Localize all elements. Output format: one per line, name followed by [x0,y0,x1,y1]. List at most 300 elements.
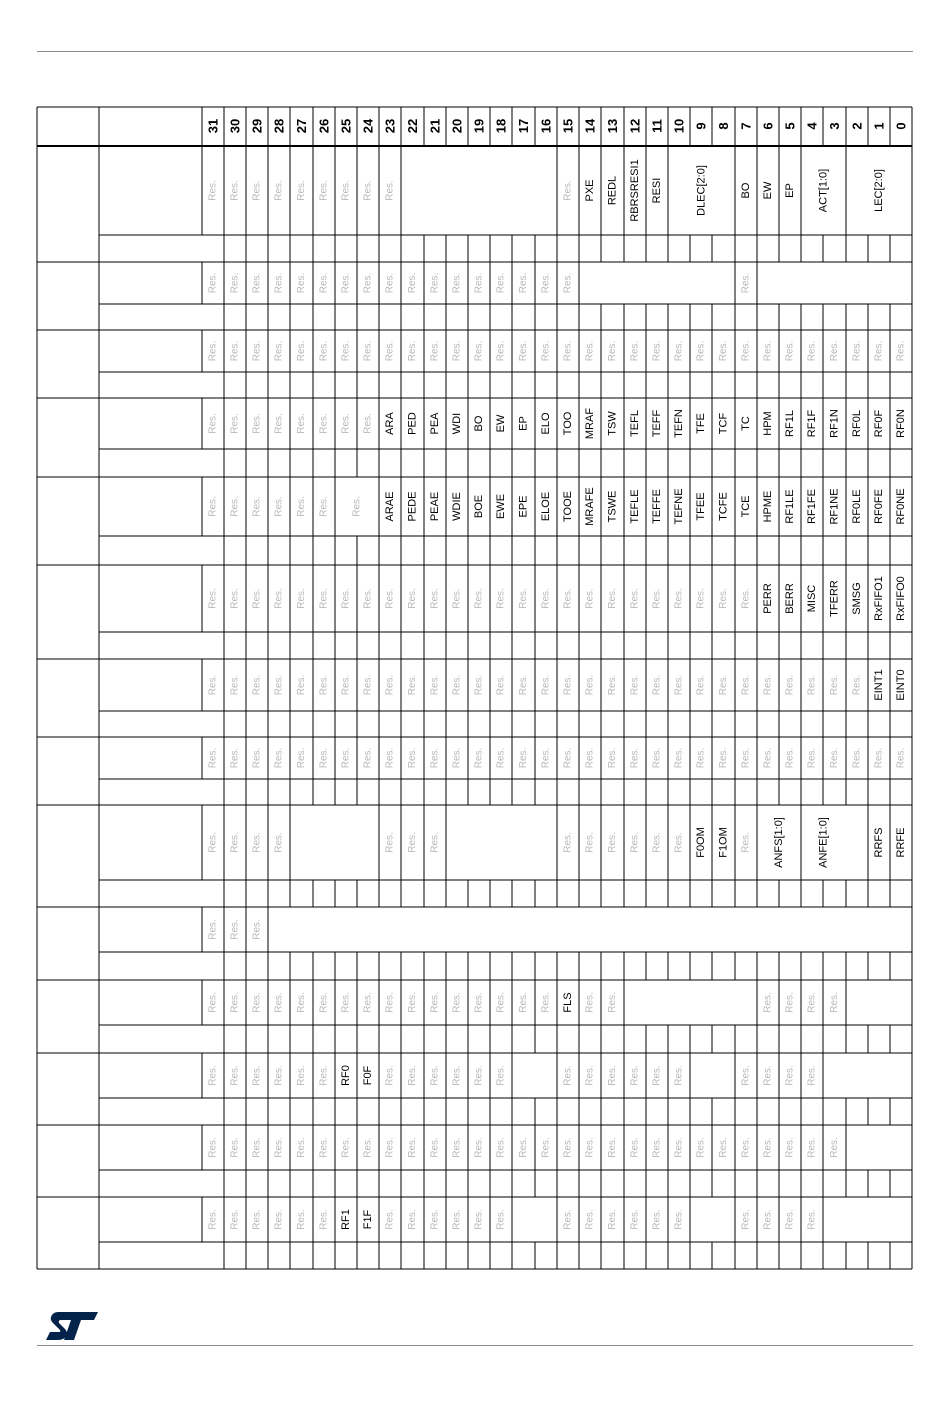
reserved-bit-label: Res. [273,496,285,517]
reserved-bit-label: Res. [296,747,307,769]
reserved-bit-label: Res. [207,1065,219,1086]
reserved-bit-label: Res. [562,340,574,362]
reserved-bit-label: Res. [451,747,463,769]
reserved-bit-label: Res. [318,674,330,696]
reserved-bit-label: Res. [251,747,263,769]
reserved-bit-label: Res. [540,747,552,769]
reserved-bit-label: Res. [318,1137,330,1158]
reserved-bit-label: Res. [673,1065,685,1086]
bit-number-label: 8 [716,122,731,130]
field-label: PED [406,412,419,435]
st-logo-icon [44,1310,100,1342]
field-label: RxFIFO0 [895,576,907,621]
reserved-bit-label: Res. [629,340,641,362]
field-label: HPME [762,490,774,523]
reserved-bit-label: Res. [740,674,752,696]
reserved-bit-label: Res. [673,747,685,769]
reserved-bit-label: Res. [473,588,485,609]
reserved-bit-label: Res. [651,1209,663,1230]
bit-number-label: 19 [471,118,487,134]
reserved-bit-label: Res. [562,1065,574,1086]
reserved-bit-label: Res. [495,992,507,1013]
reserved-bit-label: Res. [473,340,485,362]
reserved-bit-label: Res. [651,588,663,609]
reserved-bit-label: Res. [407,1209,418,1230]
reserved-bit-label: Res. [473,1209,485,1230]
reserved-bit-label: Res. [584,340,596,362]
reserved-bit-label: Res. [873,747,885,769]
reserved-bit-label: Res. [518,674,529,696]
reserved-bit-label: Res. [207,747,219,769]
reserved-bit-label: Res. [806,747,818,769]
reserved-bit-label: Res. [740,1137,752,1158]
reserved-bit-label: Res. [829,340,840,362]
field-label: SMSG [851,582,863,615]
reserved-bit-label: Res. [229,1065,241,1086]
reserved-bit-label: Res. [473,992,485,1013]
bit-number-label: 24 [360,118,376,134]
reserved-bit-label: Res. [584,832,596,853]
field-label: F0F [362,1065,374,1086]
reserved-bit-label: Res. [540,272,552,294]
reserved-bit-label: Res. [362,272,374,294]
reserved-bit-label: Res. [229,992,241,1013]
reserved-bit-label: Res. [584,674,596,696]
bit-number-label: 26 [316,118,332,134]
reserved-bit-label: Res. [473,272,485,294]
reserved-bit-label: Res. [806,992,818,1013]
reserved-bit-label: Res. [695,588,707,609]
reserved-bit-label: Res. [362,340,374,362]
reserved-bit-label: Res. [784,992,796,1013]
bit-number-label: 25 [338,118,354,134]
bit-number-label: 11 [649,119,665,133]
reserved-bit-label: Res. [718,588,729,609]
reserved-bit-label: Res. [407,1137,418,1158]
reserved-bit-label: Res. [562,588,574,609]
bit-number-label: 18 [493,118,509,134]
reserved-bit-label: Res. [784,1065,796,1086]
reserved-bit-label: Res. [784,1209,796,1230]
reserved-bit-label: Res. [384,674,396,696]
bit-number-label: 20 [449,118,465,134]
field-label: TCFE [717,492,730,521]
reserved-bit-label: Res. [540,588,552,609]
reserved-bit-label: Res. [296,674,307,696]
reserved-bit-label: Res. [584,747,596,769]
reserved-bit-label: Res. [607,992,618,1013]
reserved-bit-label: Res. [673,340,685,362]
bit-number-label: 21 [427,118,443,134]
reserved-bit-label: Res. [607,832,618,853]
reserved-bit-label: Res. [429,340,441,362]
reserved-bit-label: Res. [740,747,752,769]
reserved-bit-label: Res. [229,496,241,517]
field-label: EWE [495,493,507,520]
reserved-bit-label: Res. [318,413,330,434]
reserved-bit-label: Res. [340,674,352,696]
reserved-bit-label: Res. [584,588,596,609]
reserved-bit-label: Res. [829,992,840,1013]
reserved-bit-label: Res. [607,747,618,769]
reserved-bit-label: Res. [251,496,263,517]
bit-number-label: 23 [382,118,398,134]
reserved-bit-label: Res. [673,588,685,609]
field-label: RF0LE [851,489,863,524]
reserved-bit-label: Res. [251,832,263,853]
reserved-bit-label: Res. [273,1209,285,1230]
reserved-bit-label: Res. [273,674,285,696]
field-label: TC [740,416,752,431]
field-label: EPE [517,495,530,518]
field-label: RF0FE [873,489,885,524]
field-label: WDI [451,412,463,435]
field-label: TCE [740,495,752,518]
reserved-bit-label: Res. [695,674,707,696]
field-label: TEFNE [673,488,685,525]
reserved-bit-label: Res. [851,747,863,769]
reserved-bit-label: Res. [229,1209,241,1230]
reserved-bit-label: Res. [806,1137,818,1158]
reserved-bit-label: Res. [384,588,396,609]
reserved-bit-label: Res. [695,747,707,769]
field-label: ANFE[1:0] [817,817,830,868]
reserved-bit-label: Res. [251,1065,263,1086]
reserved-bit-label: Res. [340,588,352,609]
reserved-bit-label: Res. [451,272,463,294]
reserved-bit-label: Res. [562,272,574,294]
reserved-bit-label: Res. [518,340,529,362]
reserved-bit-label: Res. [229,340,241,362]
reserved-bit-label: Res. [207,919,219,940]
field-label: TEFN [673,409,685,438]
reserved-bit-label: Res. [806,340,818,362]
reserved-bit-label: Res. [607,674,618,696]
reserved-bit-label: Res. [629,1137,641,1158]
field-label: RF0N [895,409,907,438]
reserved-bit-label: Res. [473,747,485,769]
reserved-bit-label: Res. [207,832,219,853]
field-label: DLEC[2:0] [695,165,708,216]
field-label: REDL [606,175,619,206]
reserved-bit-label: Res. [407,272,418,294]
reserved-bit-label: Res. [718,1137,729,1158]
reserved-bit-label: Res. [229,272,241,294]
reserved-bit-label: Res. [273,832,285,853]
reserved-bit-label: Res. [296,1065,307,1086]
field-label: RF1 [340,1209,352,1230]
reserved-bit-label: Res. [273,747,285,769]
reserved-bit-label: Res. [251,919,263,940]
field-label: RESI [651,177,663,204]
field-label: RF0 [340,1065,352,1086]
field-label: RF1L [784,410,796,437]
reserved-bit-label: Res. [740,1209,752,1230]
reserved-bit-label: Res. [740,588,752,609]
reserved-bit-label: Res. [362,747,374,769]
reserved-bit-label: Res. [607,1209,618,1230]
reserved-bit-label: Res. [629,1209,641,1230]
field-label: EW [762,181,774,200]
reserved-bit-label: Res. [584,1065,596,1086]
reserved-bit-label: Res. [318,272,330,294]
reserved-bit-label: Res. [407,340,418,362]
field-label: ELOE [540,491,552,522]
bit-number-label: 10 [671,118,687,134]
bit-number-label: 7 [738,122,754,130]
reserved-bit-label: Res. [384,340,396,362]
reserved-bit-label: Res. [407,832,418,853]
field-label: RF1N [828,409,841,438]
reserved-bit-label: Res. [607,588,618,609]
bit-number-label: 4 [804,122,820,130]
reserved-bit-label: Res. [273,588,285,609]
reserved-bit-label: Res. [384,832,396,853]
bit-number-label: 3 [827,122,842,130]
reserved-bit-label: Res. [251,272,263,294]
reserved-bit-label: Res. [207,674,219,696]
field-label: BO [473,415,485,432]
reserved-bit-label: Res. [407,1065,418,1086]
field-label: F0OM [695,827,707,858]
reserved-bit-label: Res. [351,496,363,517]
reserved-bit-label: Res. [784,1137,796,1158]
reserved-bit-label: Res. [273,340,285,362]
reserved-bit-label: Res. [829,747,840,769]
bit-number-label: 15 [560,118,576,134]
reserved-bit-label: Res. [273,180,285,201]
reserved-bit-label: Res. [740,1065,752,1086]
reserved-bit-label: Res. [829,1137,840,1158]
reserved-bit-label: Res. [740,272,752,294]
reserved-bit-label: Res. [451,1065,463,1086]
reserved-bit-label: Res. [518,992,529,1013]
field-label: RF0L [851,410,863,437]
field-label: MRAFE [584,487,596,526]
reserved-bit-label: Res. [695,1137,707,1158]
reserved-bit-label: Res. [340,413,352,434]
reserved-bit-label: Res. [318,340,330,362]
reserved-bit-label: Res. [207,992,219,1013]
field-label: RRFS [873,827,885,858]
bit-number-label: 30 [227,118,243,134]
reserved-bit-label: Res. [495,1209,507,1230]
reserved-bit-label: Res. [318,1065,330,1086]
reserved-bit-label: Res. [451,1137,463,1158]
reserved-bit-label: Res. [607,1065,618,1086]
field-label: F1F [362,1209,374,1230]
reserved-bit-label: Res. [584,1137,596,1158]
reserved-bit-label: Res. [784,747,796,769]
reserved-bit-label: Res. [629,1065,641,1086]
reserved-bit-label: Res. [251,340,263,362]
field-label: RxFIFO1 [873,576,885,621]
field-label: MISC [806,584,818,613]
field-label: TCF [717,412,730,435]
field-label: RF1F [806,409,818,438]
reserved-bit-label: Res. [473,674,485,696]
reserved-bit-label: Res. [495,1137,507,1158]
reserved-bit-label: Res. [318,180,330,201]
bit-number-label: 14 [582,118,598,134]
reserved-bit-label: Res. [340,992,352,1013]
field-label: RBRSRESI1 [629,159,641,222]
bit-number-label: 28 [271,118,287,134]
reserved-bit-label: Res. [340,1137,352,1158]
reserved-bit-label: Res. [540,674,552,696]
field-label: LEC[2:0] [873,169,885,212]
field-label: EINT0 [895,669,907,701]
reserved-bit-label: Res. [229,1137,241,1158]
reserved-bit-label: Res. [362,1137,374,1158]
reserved-bit-label: Res. [806,1065,818,1086]
reserved-bit-label: Res. [407,588,418,609]
reserved-bit-label: Res. [429,1065,441,1086]
reserved-bit-label: Res. [207,340,219,362]
field-label: RF1FE [806,489,818,524]
reserved-bit-label: Res. [473,1065,485,1086]
field-label: ARA [384,412,396,435]
field-label: PEA [429,412,441,435]
reserved-bit-label: Res. [806,1209,818,1230]
reserved-bit-label: Res. [362,674,374,696]
reserved-bit-label: Res. [718,747,729,769]
bit-number-label: 31 [205,118,221,134]
reserved-bit-label: Res. [518,747,529,769]
field-label: EINT1 [873,669,885,701]
bit-number-label: 6 [760,122,776,130]
reserved-bit-label: Res. [584,1209,596,1230]
field-label: EW [495,414,507,433]
bit-number-label: 12 [627,118,643,134]
field-label: PXE [584,179,596,202]
reserved-bit-label: Res. [851,340,863,362]
reserved-bit-label: Res. [740,340,752,362]
reserved-bit-label: Res. [651,747,663,769]
reserved-bit-label: Res. [318,992,330,1013]
reserved-bit-label: Res. [562,1137,574,1158]
reserved-bit-label: Res. [229,413,241,434]
reserved-bit-label: Res. [762,1209,774,1230]
reserved-bit-label: Res. [296,180,307,201]
reserved-bit-label: Res. [895,340,907,362]
reserved-bit-label: Res. [762,1065,774,1086]
reserved-bit-label: Res. [296,1137,307,1158]
field-label: WDIE [451,492,463,521]
reserved-bit-label: Res. [851,674,863,696]
reserved-bit-label: Res. [762,674,774,696]
bit-number-label: 9 [693,122,709,130]
reserved-bit-label: Res. [651,1137,663,1158]
reserved-bit-label: Res. [562,180,574,201]
reserved-bit-label: Res. [562,832,574,853]
reserved-bit-label: Res. [718,340,729,362]
reserved-bit-label: Res. [384,747,396,769]
reserved-bit-label: Res. [251,674,263,696]
reserved-bit-label: Res. [296,272,307,294]
reserved-bit-label: Res. [651,1065,663,1086]
field-label: BERR [784,583,796,614]
reserved-bit-label: Res. [607,1137,618,1158]
reserved-bit-label: Res. [273,413,285,434]
reserved-bit-label: Res. [740,832,752,853]
reserved-bit-label: Res. [718,674,729,696]
reserved-bit-label: Res. [895,747,907,769]
reserved-bit-label: Res. [429,588,441,609]
field-label: RF1NE [828,488,841,525]
reserved-bit-label: Res. [318,747,330,769]
reserved-bit-label: Res. [762,992,774,1013]
reserved-bit-label: Res. [384,992,396,1013]
reserved-bit-label: Res. [784,340,796,362]
reserved-bit-label: Res. [629,832,641,853]
field-label: EP [517,416,530,431]
reserved-bit-label: Res. [429,832,441,853]
reserved-bit-label: Res. [251,413,263,434]
reserved-bit-label: Res. [562,747,574,769]
reserved-bit-label: Res. [673,1209,685,1230]
reserved-bit-label: Res. [340,180,352,201]
reserved-bit-label: Res. [273,1065,285,1086]
reserved-bit-label: Res. [384,272,396,294]
reserved-bit-label: Res. [673,1137,685,1158]
bit-number-label: 17 [516,118,531,134]
reserved-bit-label: Res. [207,1209,219,1230]
reserved-bit-label: Res. [651,832,663,853]
bit-number-label: 2 [849,122,865,130]
field-label: TOOE [562,491,574,522]
reserved-bit-label: Res. [495,340,507,362]
reserved-bit-label: Res. [296,340,307,362]
reserved-bit-label: Res. [495,674,507,696]
reserved-bit-label: Res. [451,674,463,696]
reserved-bit-label: Res. [451,340,463,362]
field-label: EP [784,183,796,198]
bit-number-label: 22 [405,118,420,134]
reserved-bit-label: Res. [429,674,441,696]
field-label: TFEE [695,492,707,521]
reserved-bit-label: Res. [362,992,374,1013]
reserved-bit-label: Res. [407,747,418,769]
field-label: HPM [762,411,774,436]
field-label: TEFL [629,410,641,437]
bit-number-label: 1 [871,122,887,130]
reserved-bit-label: Res. [207,180,219,201]
reserved-bit-label: Res. [207,588,219,609]
bit-number-label: 16 [538,118,554,134]
reserved-bit-label: Res. [273,992,285,1013]
reserved-bit-label: Res. [584,992,596,1013]
field-label: MRAF [584,407,596,440]
reserved-bit-label: Res. [673,832,685,853]
reserved-bit-label: Res. [384,180,396,201]
field-label: ANFS[1:0] [773,817,785,868]
reserved-bit-label: Res. [340,747,352,769]
reserved-bit-label: Res. [762,340,774,362]
reserved-bit-label: Res. [451,992,463,1013]
reserved-bit-label: Res. [207,496,219,517]
reserved-bit-label: Res. [229,180,241,201]
reserved-bit-label: Res. [495,588,507,609]
bit-number-label: 29 [249,118,265,134]
reserved-bit-label: Res. [229,919,241,940]
reserved-bit-label: Res. [251,180,263,201]
reserved-bit-label: Res. [251,588,263,609]
reserved-bit-label: Res. [318,496,330,517]
reserved-bit-label: Res. [629,674,641,696]
reserved-bit-label: Res. [296,588,307,609]
reserved-bit-label: Res. [229,832,241,853]
